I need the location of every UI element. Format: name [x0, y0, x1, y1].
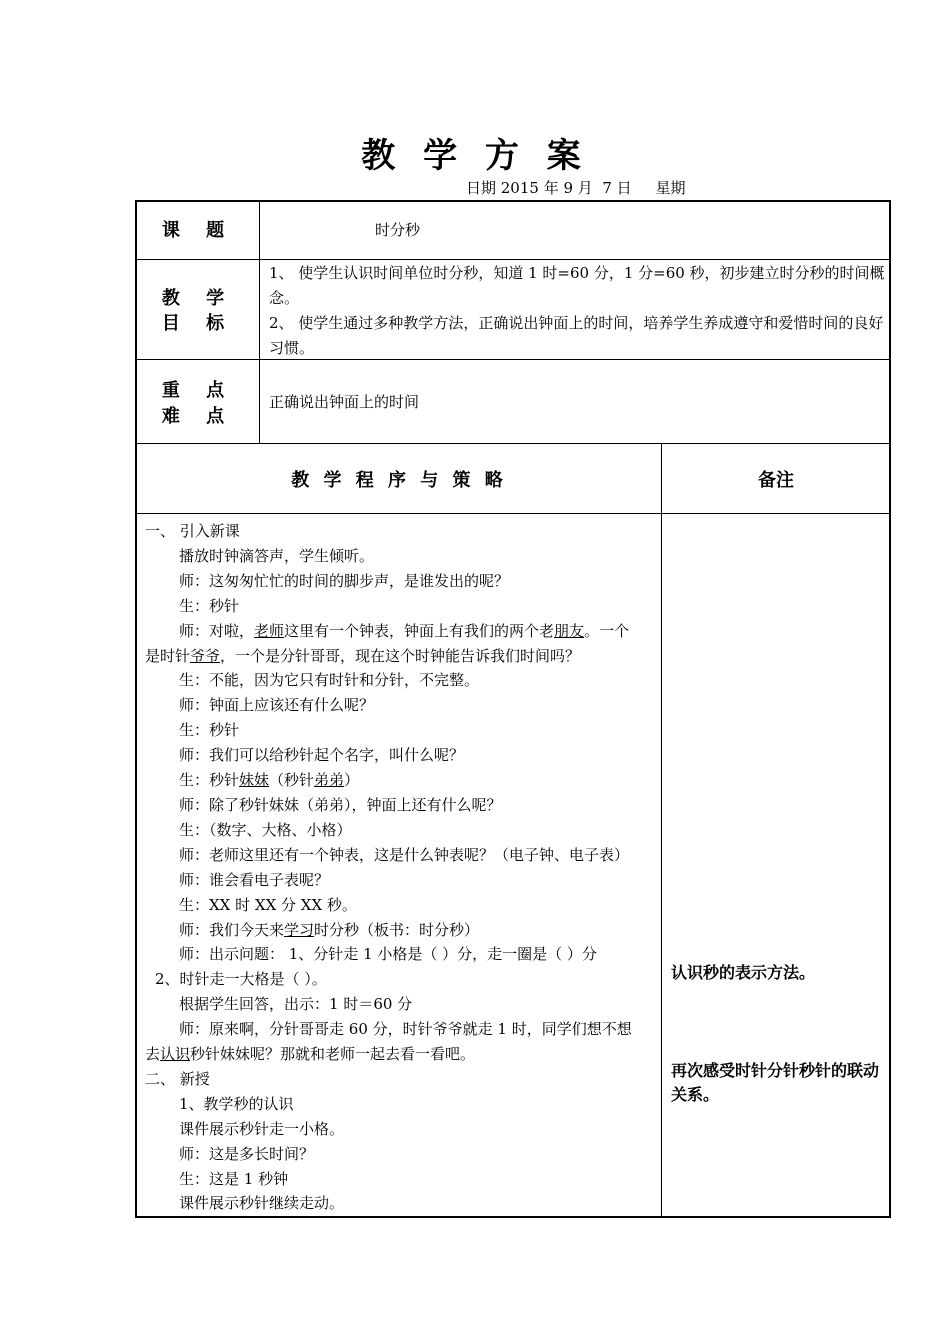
row-divider [137, 443, 889, 444]
lesson-plan-table [135, 200, 891, 1218]
date-line: 日期 2015 年 9 月 7 日 星期 [466, 179, 686, 197]
procedure-line: 2、时针走一大格是（ ）。 [155, 970, 327, 989]
row-divider [137, 513, 889, 514]
note-2: 再次感受时针分针秒针的联动关系。 [671, 1061, 880, 1104]
row-divider [137, 259, 889, 260]
key-label-line2: 难 点 [161, 406, 235, 427]
procedure-line: 师：原来啊，分针哥哥走 60 分，时针爷爷就走 1 时，同学们想不想 [179, 1020, 632, 1039]
procedure-line: 师：出示问题： 1、分针走 1 小格是（ ）分，走一圈是（ ）分 [179, 945, 597, 964]
page-title: 教 学 方 案 [361, 136, 589, 176]
procedure-line: 1、教学秒的认识 [179, 1094, 294, 1113]
procedure-line: 师：我们今天来学习时分秒（板书：时分秒） [179, 920, 480, 939]
procedure-line: 师：老师这里还有一个钟表，这是什么钟表呢？（电子钟、电子表） [179, 845, 630, 864]
procedure-line: 课件展示秒针继续走动。 [179, 1194, 345, 1213]
procedure-line: 播放时钟滴答声，学生倾听。 [179, 546, 375, 565]
procedure-line: 生：不能，因为它只有时针和分针，不完整。 [179, 671, 480, 690]
goal-item-1: 1、 使学生认识时间单位时分秒，知道 1 时=60 分，1 分=60 秒，初步建立时分秒的时间概念。 [269, 264, 885, 307]
procedure-body [145, 519, 655, 1216]
procedure-line: 是时针爷爷，一个是分针哥哥，现在这个时钟能告诉我们时间吗？ [145, 646, 581, 665]
procedure-line: 生：这是 1 秒钟 [179, 1169, 289, 1188]
notes-column-divider [661, 443, 662, 1218]
key-label-line1: 重 点 [161, 380, 235, 401]
topic-value: 时分秒 [375, 221, 421, 239]
procedure-line: 师：谁会看电子表呢？ [179, 870, 330, 889]
procedure-header: 教 学 程 序 与 策 略 [291, 470, 507, 491]
procedure-line: 生：（数字、大格、小格） [179, 820, 352, 839]
procedure-line: 根据学生回答，出示：1 时＝60 分 [179, 995, 413, 1014]
section-heading: 二、 新授 [145, 1069, 210, 1088]
procedure-line: 生：秒针 [179, 721, 240, 740]
goals-label-line2: 目 标 [161, 313, 235, 334]
key-value: 正确说出钟面上的时间 [269, 393, 420, 411]
topic-label: 课 题 [161, 220, 235, 241]
procedure-line: 师：钟面上应该还有什么呢？ [179, 696, 375, 715]
procedure-line: 师：对啦，老师这里有一个钟表，钟面上有我们的两个老朋友。一个 [179, 621, 630, 640]
goals-text [269, 261, 887, 361]
procedure-line: 师：这是多长时间？ [179, 1144, 315, 1163]
procedure-line: 课件展示秒针走一小格。 [179, 1119, 345, 1138]
procedure-line: 生：XX 时 XX 分 XX 秒。 [179, 895, 357, 914]
procedure-line: 去认识秒针妹妹呢？那就和老师一起去看一看吧。 [145, 1045, 476, 1064]
notes-header: 备注 [758, 470, 794, 491]
procedure-line: 生：秒针 [179, 596, 240, 615]
procedure-line: 生：秒针妹妹（秒针弟弟） [179, 771, 360, 790]
goal-item-2: 2、 使学生通过多种教学方法，正确说出钟面上的时间，培养学生养成遵守和爱惜时间的良好习惯。 [269, 314, 884, 357]
note-1: 认识秒的表示方法。 [671, 963, 816, 982]
procedure-line: 师：除了秒针妹妹（弟弟），钟面上还有什么呢？ [179, 795, 502, 814]
procedure-line: 师：这匆匆忙忙的时间的脚步声，是谁发出的呢？ [179, 571, 510, 590]
goals-label-line1: 教 学 [161, 288, 235, 309]
label-column-divider [259, 202, 260, 443]
procedure-line: 师：我们可以给秒针起个名字，叫什么呢？ [179, 746, 465, 765]
section-heading: 一、 引入新课 [145, 522, 240, 540]
